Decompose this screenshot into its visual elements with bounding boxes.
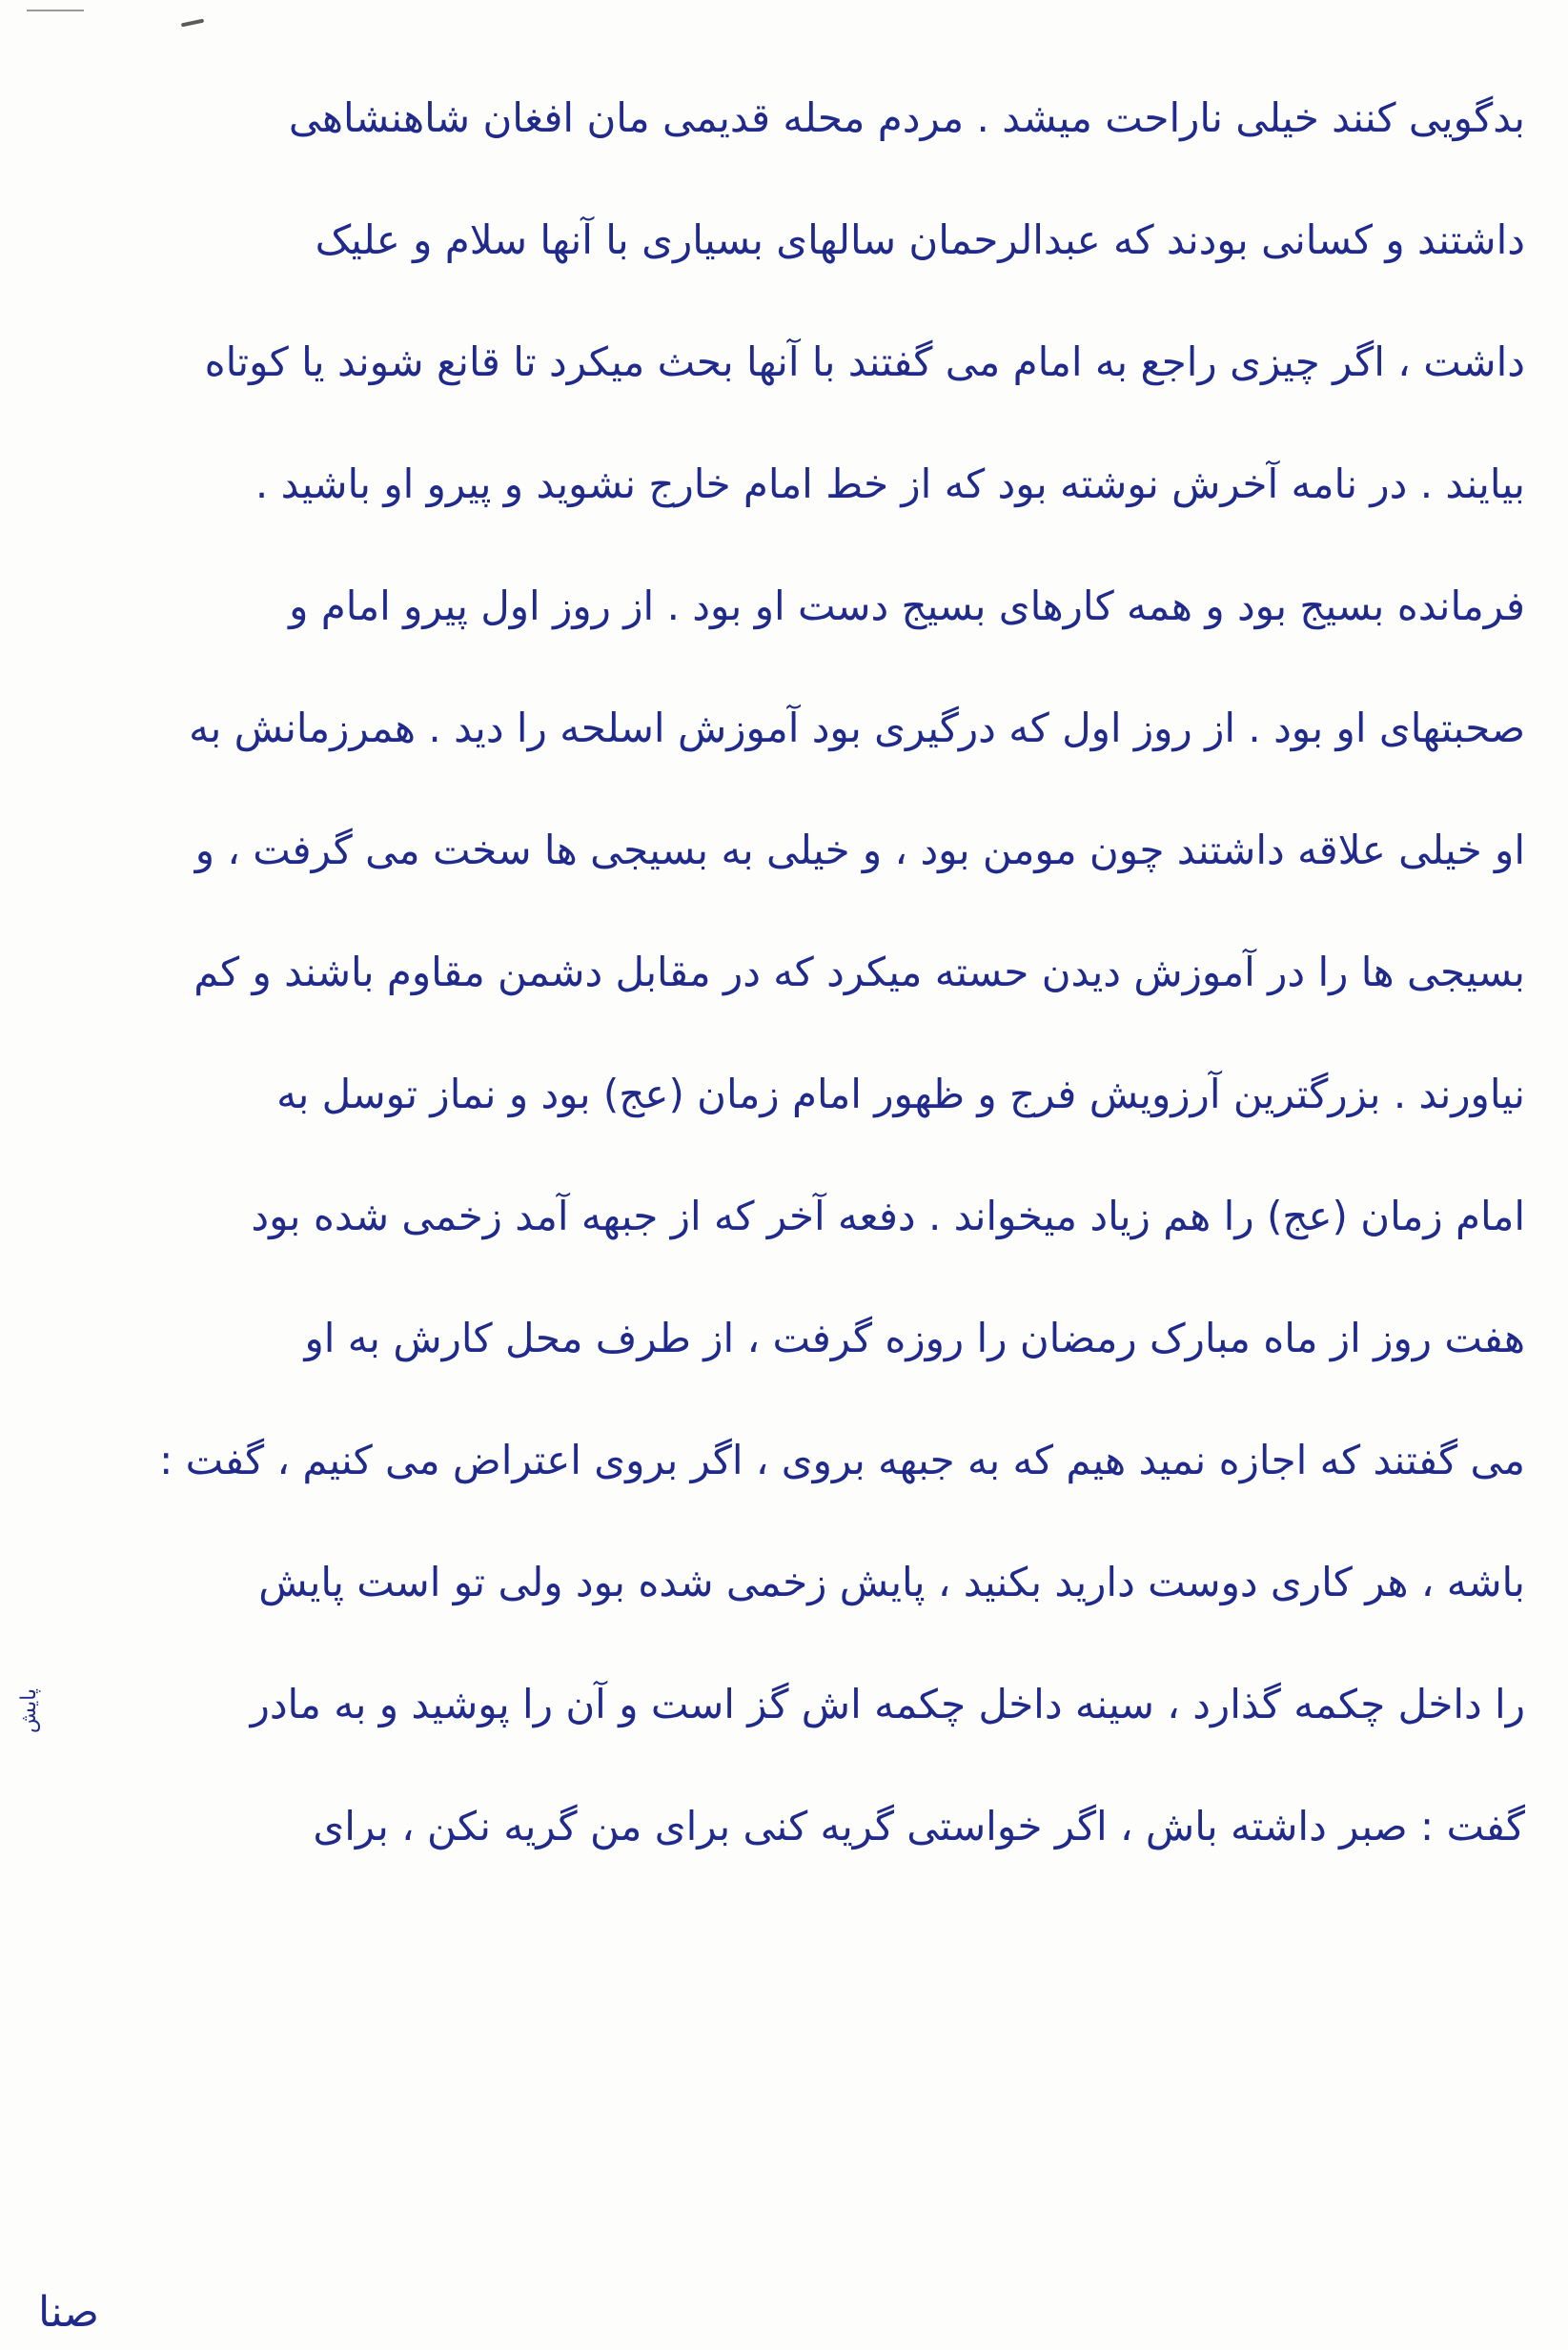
text-line: گفت : صبر داشته باش ، اگر خواستی گریه کنی برای من گریه نکن ، برای bbox=[313, 1803, 1525, 1849]
text-line: را داخل چکمه گذارد ، سینه داخل چکمه اش گز است و آن را پوشید و به مادر bbox=[250, 1681, 1525, 1727]
text-line: بسیجی ها را در آموزش دیدن حسته میکرد که در مقابل دشمن مقاوم باشند و کم bbox=[193, 949, 1525, 995]
page-number: صنا bbox=[38, 2288, 100, 2337]
scan-mark bbox=[27, 10, 84, 11]
text-line: باشه ، هر کاری دوست دارید بکنید ، پایش زخمی شده بود ولی تو است پایش bbox=[258, 1559, 1525, 1605]
handwritten-text-block bbox=[57, 57, 1525, 1888]
margin-note: پایش bbox=[17, 1688, 41, 1733]
text-line: هفت روز از ماه مبارک رمضان را روزه گرفت ، از طرف محل کارش به او bbox=[304, 1315, 1525, 1361]
text-line: او خیلی علاقه داشتند چون مومن بود ، و خیلی به بسیجی ها سخت می گرفت ، و bbox=[194, 827, 1525, 873]
text-line: بدگویی کنند خیلی ناراحت میشد . مردم محله قدیمی مان افغان شاهنشاهی bbox=[288, 94, 1525, 141]
text-line: بیایند . در نامه آخرش نوشته بود که از خط امام خارج نشوید و پیرو او باشید . bbox=[255, 460, 1525, 507]
text-line: می گفتند که اجازه نمید هیم که به جبهه بروی ، اگر بروی اعتراض می کنیم ، گفت : bbox=[159, 1437, 1525, 1483]
text-line: فرمانده بسیج بود و همه کارهای بسیج دست او بود . از روز اول پیرو امام و bbox=[289, 582, 1525, 629]
ink-mark bbox=[181, 19, 204, 28]
text-line: نیاورند . بزرگترین آرزویش فرج و ظهور امام زمان (عج) بود و نماز توسل به bbox=[276, 1071, 1525, 1117]
text-line: صحبتهای او بود . از روز اول که درگیری بود آموزش اسلحه را دید . همرزمانش به bbox=[189, 705, 1525, 751]
text-line: امام زمان (عج) را هم زیاد میخواند . دفعه آخر که از جبهه آمد زخمی شده بود bbox=[251, 1193, 1525, 1239]
text-line: داشتند و کسانی بودند که عبدالرحمان سالهای بسیاری با آنها سلام و علیک bbox=[315, 216, 1525, 263]
text-line: داشت ، اگر چیزی راجع به امام می گفتند با آنها بحث میکرد تا قانع شوند یا کوتاه bbox=[204, 338, 1525, 385]
